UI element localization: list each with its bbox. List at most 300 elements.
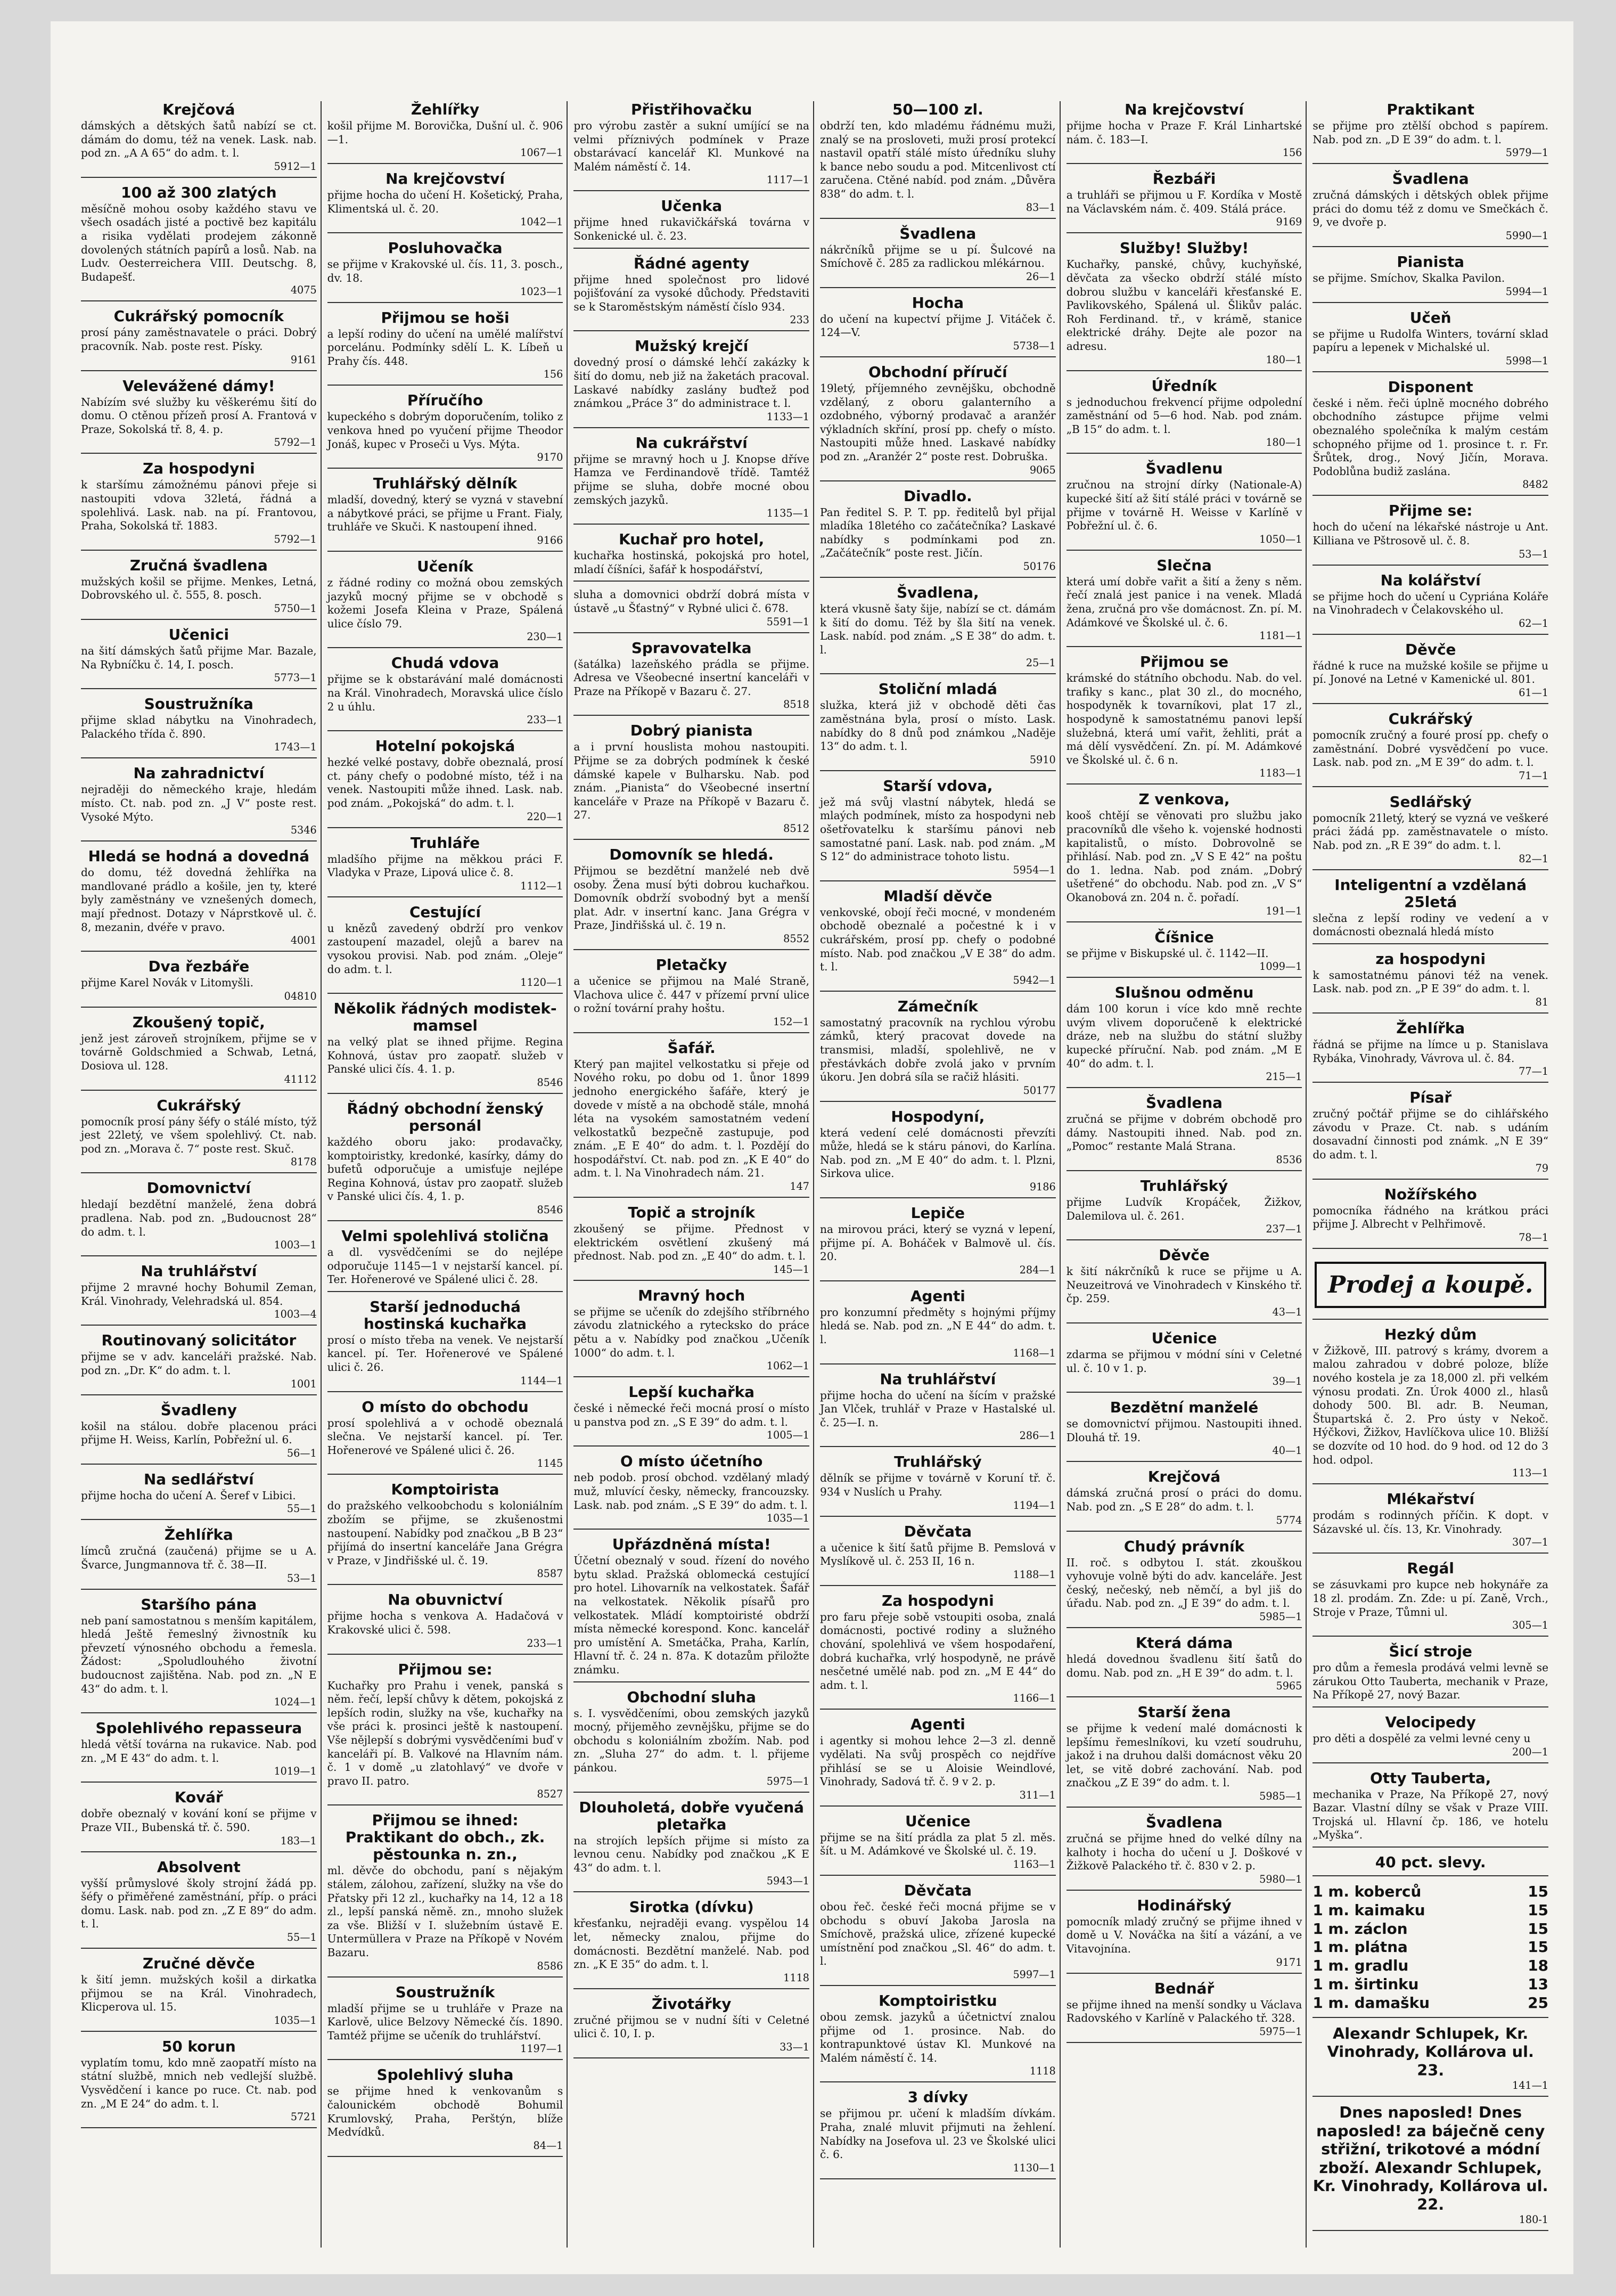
ad-body: košil přijme M. Borovička, Dušní ul. č. 906—1. [327, 119, 563, 146]
ad-body: mladšího přijme na měkkou práci F. Vladyka v Praze, Lipová ulice č. 8. [327, 852, 563, 879]
ad-divider [1067, 1807, 1302, 1808]
ad-heading: Inteligentní a vzdělaná 25letá [1334, 876, 1527, 911]
ad-heading: 50—100 zl. [892, 101, 983, 118]
ad-heading: Děvče [1405, 640, 1456, 658]
ad-divider [81, 453, 317, 454]
classified-ad [327, 738, 563, 828]
ad-body: zkoušený se přijme. Přednost v elektrickém osvětlení zkušený má přednost. Nab. pod zn. „E 40“ do adm. t. l. [573, 1222, 810, 1263]
ad-reference-number: 230—1 [527, 631, 563, 643]
ad-heading: Švadlena [899, 224, 977, 242]
ad-divider [81, 1007, 317, 1008]
classified-ad [573, 1996, 809, 2058]
ad-reference-number: 5942—1 [1013, 974, 1056, 986]
ad-heading: Slušnou odměnu [1114, 984, 1254, 1002]
ad-heading: Bezdětní manželé [1110, 1399, 1259, 1417]
ad-divider [81, 1172, 317, 1173]
ad-reference-number: 220—1 [527, 810, 563, 823]
ad-reference-number: 1130—1 [1013, 2161, 1056, 2174]
ad-body: pro výrobu zastěr a sukní umíjící se na velmi příznivých podmínek v Praze obstarávací kancelář Kl. Munkové na Malém náměstí č. 14. [573, 119, 810, 173]
ad-reference-number: 79 [1535, 1162, 1549, 1174]
ad-heading: Slečna [1156, 556, 1212, 574]
ad-reference-number: 50177 [1023, 1084, 1056, 1097]
ad-body: Kuchařky pro Prahu i venek, panská s něm. řečí, lepší chůvy k dětem, pokojská z lepších rodin, služky na vše, kuchařky na vše práci k. prosinci ještě k nastoupení. Vše nějlepší s dobrými vysvědčeními buď v kanceláři pí. B. Valkové na Hlavním nám. č. 1 v domě „u zlatohlavý“ ve dvoře v pravo II. patro. [327, 1679, 563, 1787]
ad-body: přijme 2 mravné hochy Bohumil Zeman, Král. Vinohrady, Velehradská ul. 854. [81, 1281, 317, 1308]
ad-heading: Příručího [407, 391, 483, 410]
classified-ad [1313, 1491, 1548, 1554]
ad-body: Nabízím své služby ku věškerému šití do domu. O ctěnou přízeň prosí A. Frantová v Praze, Sokolská tř. 8, 4. p. [81, 395, 317, 436]
ad-divider [327, 1654, 563, 1655]
ad-reference-number: 5792—1 [274, 436, 317, 449]
ad-heading: Spolehlivý sluha [376, 2066, 514, 2084]
classified-ad [327, 1100, 563, 1221]
ad-body: dám 100 korun i více kdo mně rechte uvým vlivem doporučeně k elektrické dráze, neb na službu do státní služby kupecké příruční. Nab. pod znám. „M E 40“ do adm. t. l. [1066, 1002, 1302, 1070]
classified-ad [1313, 710, 1548, 787]
ad-divider [81, 1948, 317, 1949]
ad-reference-number: 9186 [1029, 1181, 1056, 1194]
ad-heading: Na krejčovství [385, 170, 505, 188]
ad-heading: Úředník [1151, 377, 1217, 395]
ad-reference-number: 284—1 [1019, 1263, 1056, 1276]
ad-reference-number: 1024—1 [274, 1696, 317, 1709]
ad-heading: Z venkova, [1138, 790, 1230, 808]
ad-body: samostatný pracovník na rychlou výrobu zámků, který pracovat dovede na transmisi, mladší, spolehlivě, ne v přestávkách dobře zvolá jako v prvním úkoru. Jen dobrá síla se račiž hlásiti. [820, 1016, 1056, 1084]
ad-divider [1313, 1706, 1548, 1707]
ad-heading: Několik řádných modistek-mamsel [333, 1000, 557, 1035]
ad-heading: Na truhlářství [880, 1370, 996, 1388]
classified-ad [1313, 1770, 1548, 1848]
ad-heading: Kuchař pro hotel, [619, 530, 765, 549]
ad-reference-number: 1035—1 [766, 1512, 810, 1525]
ad-reference-number: 1118 [783, 1971, 810, 1984]
ad-divider [573, 1681, 809, 1682]
ad-reference-number: 56—1 [286, 1447, 317, 1459]
ad-body: se přijme hoch do učení u Cypriána Koláře na Vinohradech v Čelakovského ul. [1313, 590, 1549, 617]
ad-body: kooš chtějí se věnovati pro službu jako pracovníků dle všeho k. vojenské hodnosti kapitalistů, o místo. Dobrovolně se přihlásí. Nab. pod zn. „V S E 42“ na poštu do 1. ledna. Nab. pod znám. „Dobrý ušetřené“ do obchodu. Nab. pod zn. „V S“ Okanobová zn. 204 n. č. pořadí. [1066, 809, 1302, 904]
classified-ad [81, 1720, 317, 1783]
ad-divider [327, 827, 563, 828]
classified-ad [1067, 929, 1302, 978]
ad-reference-number: 41112 [284, 1073, 317, 1085]
classified-ad [1313, 1262, 1548, 1320]
ad-reference-number: 1181—1 [1259, 630, 1302, 642]
ad-heading: Na kolářství [1380, 571, 1481, 589]
ad-body: 19letý, příjemného zevnějšku, obchodně vzdělaný, z oboru galanterního a ozdobného, výborný prodavač a aranžér výkladních skříní, prosí pp. chefy o místo. Nastoupiti může hned. Laskavé nabídky pod zn. „Aranžér 2“ poste rest. Dobruška. [820, 382, 1056, 463]
classified-ad [327, 904, 563, 994]
classified-ad [1313, 1643, 1548, 1707]
classified-ad [327, 558, 563, 648]
ad-body: přijme se k obstarávání malé domácnosti na Král. Vinohradech, Moravská ulice číslo 2 u úhlu. [327, 673, 563, 713]
ad-heading: Sedlářský [1389, 792, 1472, 811]
ad-divider [820, 2178, 1056, 2179]
ad-column-6 [1309, 101, 1552, 2248]
ad-divider [820, 1101, 1056, 1102]
classified-ad [1313, 1854, 1548, 1876]
ad-reference-number: 152—1 [773, 1015, 810, 1028]
ad-divider [1313, 786, 1548, 787]
classified-ad [81, 557, 317, 620]
ad-reference-number: 83—1 [1026, 201, 1056, 214]
ad-body: přijme hocha do učení H. Košetický, Praha, Klimentská ul. č. 20. [327, 189, 563, 215]
ad-body: se přijme hned k venkovanům s čalounickém obchodě Bohumil Krumlovský, Praha, Perštýn, blíže Medvídků. [327, 2085, 563, 2139]
ad-body: do domu, též dovedná žehlířka na mandlované prádlo a košile, jen ty, které byly zaměstnány ve vznešených domech, mají přednost. Dotazy v Náprstkově ul. č. 8, mezanin, dvéře v pravo. [81, 866, 317, 934]
ad-heading: 40 pct. slevy. [1375, 1853, 1486, 1871]
price-list-item: 1 m. záclon [1313, 1919, 1408, 1938]
classified-ad [573, 338, 809, 428]
classified-ad [820, 584, 1056, 674]
ad-body: pomocníka řádného na krátkou práci přijme J. Albrecht v Pelhřimově. [1313, 1204, 1549, 1231]
ad-divider [1067, 1696, 1302, 1697]
classified-ad [327, 101, 563, 164]
ad-heading: Životářky [651, 1995, 732, 2013]
classified-ad [1313, 1883, 1548, 2018]
ad-reference-number: 1023—1 [520, 285, 563, 298]
ad-heading: Děvčata [904, 1882, 972, 1900]
ad-body: pomocník 21letý, který se vyzná ve veškeré práci žádá pp. zaměstnavatele o místo. Nab. pod zn. „R E 39“ do adm. t. l. [1313, 811, 1549, 852]
ad-heading: Dlouholetá, dobře vyučená pletařka [579, 1798, 804, 1833]
ad-reference-number: 1042—1 [520, 216, 563, 228]
ad-heading: Divadlo. [903, 487, 972, 505]
price-list-row [1313, 1994, 1548, 2013]
ad-reference-number: 5975—1 [766, 1775, 810, 1787]
price-list-row [1313, 1957, 1548, 1975]
classified-ad [1067, 1094, 1302, 1171]
ad-divider [573, 190, 809, 191]
ad-reference-number: 1183—1 [1259, 767, 1302, 780]
ad-divider [1313, 1762, 1548, 1763]
ad-divider [573, 1376, 809, 1377]
classified-ad [81, 1332, 317, 1395]
ad-reference-number: 4001 [290, 934, 317, 947]
ad-body: zručnou na strojní dírky (Nationale-A) kupecké šití až šití stálé práci v továrně se přijme v továrně H. Weisse v Karlíně v Pobřežní ul. č. 6. [1066, 478, 1302, 533]
ad-reference-number: 77—1 [1519, 1065, 1549, 1078]
ad-divider [1067, 1170, 1302, 1171]
ad-heading: Která dáma [1135, 1633, 1233, 1652]
classified-ad [327, 1984, 563, 2061]
ad-divider [81, 757, 317, 758]
classified-ad [820, 101, 1056, 219]
ad-heading: Starší vdova, [883, 777, 993, 795]
ad-heading: za hospodyni [1375, 950, 1486, 968]
ad-body: každého oboru jako: prodavačky, komptoiristky, kredonké, kasírky, dámy do bufetů odporučuje a umisťuje nejlépe Regina Kohnová, ústav pro zaopatř. služeb v Panské ulici čís. 4, 1. p. [327, 1135, 563, 1203]
classified-ad [820, 1523, 1056, 1586]
ad-divider [1067, 921, 1302, 922]
ad-reference-number: 233—1 [527, 1637, 563, 1649]
classified-ad [573, 1536, 809, 1682]
classified-ad [1067, 1468, 1302, 1531]
ad-divider [1313, 869, 1548, 870]
classified-ad [1313, 951, 1548, 1014]
ad-body: mladší, dovedný, který se vyzná v stavební a nábytkové práci, se přijme u Frant. Fialy, truhláře ve Skuči. K nastoupení ihned. [327, 493, 563, 534]
price-list-price: 25 [1528, 1993, 1549, 2012]
ad-reference-number: 1062—1 [766, 1360, 810, 1372]
ad-heading: Služby! Služby! [1119, 239, 1249, 257]
ad-reference-number: 26—1 [1026, 270, 1056, 283]
ad-divider [1313, 1483, 1548, 1484]
ad-divider [820, 1363, 1056, 1364]
ad-body: II. roč. s odbytou I. stát. zkouškou vyhovuje volně býti do adv. kanceláře. Jest český, nečeský, neb němčí, a byl jiš do úřadu. Nab. pod zn. „J E 39“ do adm. t. l. [1066, 1556, 1302, 1610]
ad-body: zdarma se přijmou v módní síni v Celetné ul. č. 10 v 1. p. [1066, 1347, 1302, 1375]
classified-ad [327, 2066, 563, 2156]
ad-reference-number: 5792—1 [274, 533, 317, 545]
ad-heading: Truhlářský [894, 1453, 982, 1471]
ad-body: přijme Ludvík Kropáček, Žižkov, Dalemilova ul. č. 261. [1066, 1195, 1302, 1222]
classified-ad [81, 1402, 317, 1465]
ad-heading: Lepiče [910, 1204, 965, 1222]
price-list-row [1313, 1938, 1548, 1957]
ad-heading: Truhláře [410, 834, 480, 852]
ad-divider [1067, 646, 1302, 647]
ad-body: české i německé řeči mocná prosí o místo u panstva pod zn. „S E 39“ do adm. t. l. [573, 1402, 810, 1428]
ad-heading: Přijme se: [1389, 502, 1473, 520]
ad-divider [81, 688, 317, 689]
ad-heading: Švadlena [1146, 1813, 1223, 1832]
ad-divider [1067, 1392, 1302, 1393]
price-list-item: 1 m. koberců [1313, 1882, 1422, 1900]
ad-reference-number: 1005—1 [766, 1429, 810, 1442]
ad-divider [573, 1988, 809, 1989]
ad-heading: Hotelní pokojská [375, 737, 515, 755]
ad-reference-number: 1168—1 [1013, 1346, 1056, 1359]
ad-heading: Agenti [910, 1287, 965, 1305]
price-list-price: 15 [1528, 1882, 1549, 1900]
ad-body: se přijme pro ztělší obchod s papírem. Nab. pod zn. „D E 39“ do adm. t. l. [1313, 119, 1549, 146]
classified-ad [573, 957, 809, 1033]
ad-divider [573, 524, 809, 525]
ad-heading: Na zahradnictví [133, 764, 265, 782]
classified-ad [573, 1040, 809, 1198]
ad-reference-number: 04810 [284, 990, 317, 1002]
ad-body: řádné k ruce na mužské košile se přijme u pí. Jonové na Letné v Kamenické ul. 801. [1313, 659, 1549, 686]
price-list-item: 1 m. damašku [1313, 1993, 1430, 2012]
ad-body: přijme hocha v Praze F. Král Linhartské nám. č. 183—I. [1066, 119, 1302, 146]
ad-divider [1313, 2017, 1548, 2018]
ad-reference-number: 180-1 [1519, 2213, 1549, 2226]
ad-body: se přijme ihned na menší sondky u Václava Radovského v Karlíně v Palackého tř. 328. [1066, 1998, 1302, 2025]
classified-ad [820, 1716, 1056, 1806]
ad-divider [327, 896, 563, 897]
ad-reference-number: 39—1 [1272, 1375, 1302, 1388]
ad-reference-number: 5990—1 [1505, 230, 1549, 242]
ad-body: ml. děvče do obchodu, paní s nějakým stálem, zálohou, zařízení, služky na vše do Přatsky při 12 zl., kuchařky na 14, 12 a 18 zl., lepší panská němě. zn., mnoho služek za vše. Bližší v I. služebním ústavě E. Untermüllera v Praze na Příkopě v Novém Bazaru. [327, 1864, 563, 1959]
classified-ad [573, 1204, 809, 1281]
ad-body: pomocník zručný a fouré prosí pp. chefy o zaměstnání. Dobré vysvědčení po vuce. Lask. nab. pod zn. „M E 39“ do adm. t. l. [1313, 729, 1549, 769]
ad-body: hezké velké postavy, dobře obeznalá, prosí ct. pány chefy o podobné místo, též i na venek. Nastoupiti může ihned. Lask. nab. pod znám. „Pokojská“ do adm. t. l. [327, 756, 563, 810]
classified-ad [1313, 1560, 1548, 1637]
ad-heading: Žehlířky [411, 101, 480, 118]
ad-divider [327, 1804, 563, 1805]
ad-divider [1313, 163, 1548, 164]
ad-heading: Učeň [1409, 308, 1451, 326]
ad-body: vyplatím tomu, kdo mně zaopatří místo na státní službě, mnich neb vedlejší službě. Vysvědčení i kance po ruce. Ct. nab. pod zn. „M E 24“ do adm. t. l. [81, 2056, 317, 2110]
ad-divider [81, 1519, 317, 1520]
ad-divider [327, 232, 563, 233]
ad-divider [573, 1445, 809, 1447]
classified-ad [573, 1899, 809, 1989]
ad-body: Pan ředitel S. P. T. pp. ředitelů byl přijal mladíka 18letého co začátečníka? Laskavé nabídky s podmínkami pod zn. „Začátečník“ poste rest. Jičín. [820, 505, 1056, 560]
ad-divider [1313, 1875, 1548, 1876]
ad-body: dobře obeznalý v kování koní se přijme v Praze VII., Bubenská tř. č. 590. [81, 1807, 317, 1834]
ad-body: kupeckého s dobrým doporučením, toliko z venkova hned po vyučení přijme Theodor Jonáš, kupec v Proseči u Vys. Mýta. [327, 410, 563, 451]
classified-ad [573, 531, 809, 582]
ad-divider [327, 730, 563, 731]
ad-body: pomocník prosí pány šéfy o stálé místo, týž jest 22letý, ve všem spolehlivý. Ct. nab. pod zn. „Morava č. 7“ poste rest. Skuč. [81, 1115, 317, 1155]
ad-divider [573, 839, 809, 840]
classified-ad [327, 1298, 563, 1392]
ad-heading: Bednář [1154, 1979, 1215, 1997]
ad-heading: Regál [1407, 1559, 1454, 1578]
ad-body: na mirovou práci, který se vyzná v lepení, přijme pí. A. Boháček v Balmově ul. čís. 20. [820, 1223, 1056, 1263]
ad-heading: Mužský krejčí [635, 337, 749, 355]
ad-body: řádná se přijme na límce u p. Stanislava Rybáka, Vinohrady, Vávrova ul. č. 84. [1313, 1038, 1549, 1065]
ad-heading: Písař [1409, 1089, 1452, 1107]
ad-heading: Topič a strojník [628, 1204, 755, 1222]
classified-ad [573, 255, 809, 332]
classified-ad [1313, 1020, 1548, 1083]
ad-body: se zásuvkami pro kupce neb hokynáře za 18 zl. prodám. Zn. Zde: u pí. Zaně, Vrch., Stroje v Praze, Tůmni ul. [1313, 1578, 1549, 1619]
classified-ad [327, 1481, 563, 1585]
ad-heading: Za hospodyni [143, 460, 255, 478]
ad-body: na velký plat se ihned přijme. Regina Kohnová, ústav pro zaopatř. služeb v Panské ulici čís. 4. 1. p. [327, 1035, 563, 1076]
classified-ad [81, 1859, 317, 1949]
ad-heading: Nožířského [1384, 1185, 1477, 1203]
ad-divider [1067, 1322, 1302, 1323]
ad-reference-number: 5910 [1029, 753, 1056, 766]
ad-divider [1067, 1461, 1302, 1462]
ad-reference-number: 1035—1 [274, 2014, 317, 2027]
classified-ad [820, 1813, 1056, 1876]
ad-divider [820, 1875, 1056, 1876]
ad-reference-number: 81 [1535, 996, 1549, 1009]
ad-divider [820, 480, 1056, 481]
classified-ad [1067, 1704, 1302, 1808]
ad-heading: Cestující [409, 903, 481, 921]
classified-ad [81, 1263, 317, 1326]
ad-divider [327, 1391, 563, 1392]
ad-divider [573, 1529, 809, 1530]
ad-divider [327, 2156, 563, 2157]
ad-divider [1313, 371, 1548, 372]
classified-ad [820, 295, 1056, 357]
ad-body: hledají bezdětní manželé, žena dobrá pradlena. Nab. pod zn. „Budoucnost 28“ do adm. t. l. [81, 1198, 317, 1238]
ad-divider [81, 370, 317, 371]
classified-ad [820, 1371, 1056, 1448]
ad-reference-number: 25—1 [1026, 657, 1056, 669]
ad-body: pro faru přeje sobě vstoupiti osoba, znalá domácnosti, poctivé rodiny a služného chování, spolehlivá ve všem hospodaření, dobrá kuchařka, vrlý hospodyně, ne právě nesčetné umělé nab. pod zn. „M E 44“ do adm. t. l. [820, 1610, 1056, 1692]
ad-reference-number: 200—1 [1512, 1745, 1549, 1758]
ad-heading: Posluhovačka [388, 239, 503, 257]
ad-reference-number: 5979—1 [1505, 146, 1549, 159]
classified-ad [1313, 101, 1548, 164]
ad-heading: 50 korun [162, 2037, 236, 2055]
ad-reference-number: 8536 [1276, 1153, 1302, 1166]
classified-ad [327, 1812, 563, 1977]
ad-heading: Spravovatelka [631, 639, 752, 657]
ad-divider [81, 1090, 317, 1091]
classified-ad [81, 696, 317, 758]
ad-body: pomocník mladý zručný se přijme ihned v domě u V. Nováčka na šití a vázání, a ve Vitavojnína. [1066, 1915, 1302, 1956]
ad-body: služka, která již v obchodě děti čas zaměstnána byla, prosí o místo. Lask. nabídky do 8 dnů pod známkou „Naděje 13“ do adm. t. l. [820, 699, 1056, 753]
classified-ad [1313, 1089, 1548, 1179]
classified-ad [81, 184, 317, 302]
ad-body: s jednoduchou frekvencí přijme odpolední zaměstnání od 5—6 hod. Nab. pod znám. „B 15“ do adm. t. l. [1066, 395, 1302, 436]
ad-reference-number: 5943—1 [766, 1875, 810, 1888]
ad-divider [81, 1394, 317, 1395]
ad-heading: Přijmou se [1139, 653, 1229, 671]
price-list-row [1313, 1920, 1548, 1939]
ad-reference-number: 5980—1 [1259, 1873, 1302, 1885]
ad-column-5 [1063, 101, 1307, 2248]
ad-reference-number: 215—1 [1266, 1071, 1302, 1083]
ad-heading: Učenice [1151, 1329, 1217, 1347]
ad-heading: Krejčová [162, 101, 235, 118]
ad-heading: Obchodní sluha [627, 1688, 756, 1706]
ad-reference-number: 33—1 [780, 2041, 810, 2054]
price-list-price: 15 [1528, 1938, 1549, 1956]
ad-heading: Velevážené dámy! [122, 377, 275, 395]
ad-reference-number: 5773—1 [274, 672, 317, 684]
ad-divider [820, 770, 1056, 771]
ad-body: české i něm. řeči úplně mocného dobrého obchodního zástupce přijme velmi obeznalého společníka k malým cestám schopného přijme od 1. prosince t. r. Fr. Šrůtek, drog., Nový Jičín, Morava. Podoblůna budiž zaslána. [1313, 396, 1549, 478]
classified-ad [573, 588, 809, 633]
ad-divider [1067, 550, 1302, 551]
ad-heading: Řádný obchodní ženský personál [347, 1099, 544, 1134]
ad-divider [820, 1280, 1056, 1281]
classified-ad [573, 435, 809, 525]
ad-body: kuchařka hostinská, pokojská pro hotel, mladí číšníci, šafář k hospodářství, [573, 549, 810, 576]
ad-body: přijme Karel Novák v Litomyšli. [81, 976, 253, 990]
classified-ad [1067, 378, 1302, 454]
ad-divider [1067, 163, 1302, 164]
classified-ad [820, 1992, 1056, 2082]
ad-divider [820, 1446, 1056, 1447]
ad-body: zručné přijmou se v nudní šíti v Celetné ulici č. 10, I. p. [573, 2013, 810, 2040]
ad-reference-number: 180—1 [1266, 353, 1302, 366]
ad-body: a dl. vysvědčeními se do nejlépe odporučuje 1145—1 v nejstarší kancel. pí. Ter. Hořenerové ve Spálené ulici č. 28. [327, 1246, 563, 1286]
ad-reference-number: 5346 [290, 824, 317, 837]
classified-ad [81, 1471, 317, 1521]
ad-heading: Švadlena [1392, 170, 1469, 188]
ad-reference-number: 9161 [290, 353, 317, 366]
classified-ad [1067, 170, 1302, 233]
ad-reference-number: 1166—1 [1013, 1692, 1056, 1705]
classified-ad [81, 2038, 317, 2128]
classified-ad [820, 778, 1056, 881]
ad-reference-number: 71—1 [1519, 769, 1549, 782]
ad-divider [81, 2127, 317, 2128]
classified-ad [820, 998, 1056, 1102]
ad-reference-number: 307—1 [1512, 1536, 1549, 1549]
ad-divider [820, 1516, 1056, 1517]
classified-ad [1067, 1897, 1302, 1974]
ad-reference-number: 8586 [537, 1959, 563, 1972]
ad-reference-number: 233 [790, 314, 810, 326]
ad-body: se přijme. Smíchov, Skalka Pavilon. [1313, 272, 1505, 285]
ad-divider [573, 427, 809, 428]
ad-body: přijme sklad nábytku na Vinohradech, Palackého třída č. 890. [81, 714, 317, 740]
ad-body: krámské do státního obchodu. Nab. do vel. trafiky s kanc., plat 30 zl., do mocného, hospodyněk k tovarníkovi, plat 17 zl., hospodyně k samostatnému panovi lepší služebná, která umí vařit, žehliti, prát a má dělí vysvědčení. Zn. pí. M. Adámkové ve Školské ul. č. 6 n. [1066, 672, 1302, 766]
ad-reference-number: 191—1 [1266, 904, 1302, 917]
classified-ad [1313, 641, 1548, 704]
ad-divider [1313, 2096, 1548, 2097]
ad-reference-number: 8546 [537, 1203, 563, 1216]
ad-heading: Přijmou se: [398, 1660, 493, 1678]
classified-ad [327, 1591, 563, 1654]
ad-reference-number: 5721 [290, 2111, 317, 2123]
classified-ad [81, 1596, 317, 1714]
ad-body: přijme se v adv. kanceláři pražské. Nab. pod zn. „Dr. K“ do adm. t. l. [81, 1350, 317, 1377]
ad-divider [1067, 1627, 1302, 1628]
ad-body: na šití dámských šatů přijme Mar. Bazale, Na Rybníčku č. 14, I. posch. [81, 644, 317, 671]
